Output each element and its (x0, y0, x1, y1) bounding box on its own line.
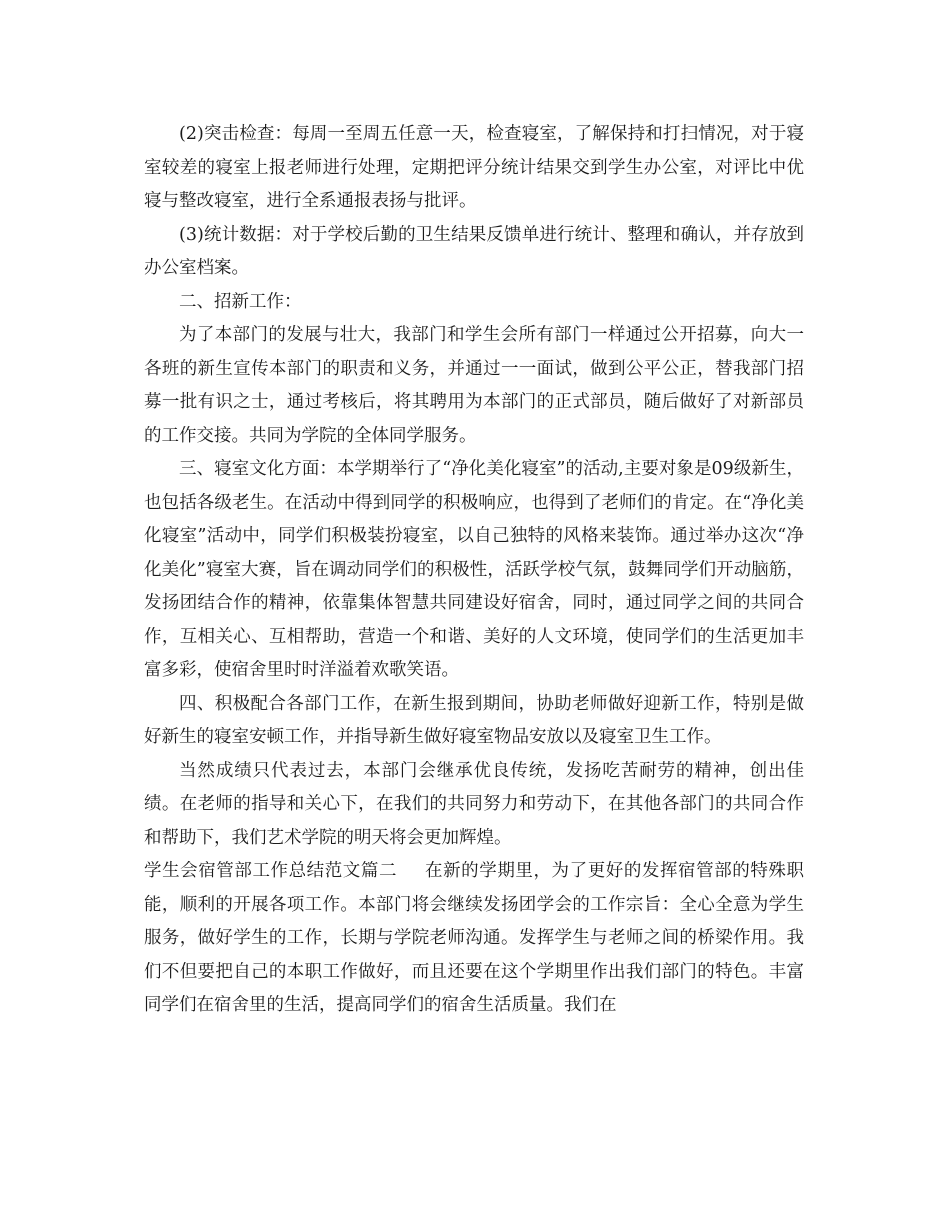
paragraph-dorm-culture: 三、寝室文化方面：本学期举行了“净化美化寝室”的活动,主要对象是09级新生，也包括各级老生。在活动中得到同学的积极响应，也得到了老师们的肯定。在“净化美化寝室”活动中，同学们积极装扮寝室，以自己独特的风格来装饰。通过举办这次“净化美化”寝室大赛，旨在调动同学们的积极性，活跃学校气氛，鼓舞同学们开动脑筋，发扬团结合作的精神，依靠集体智慧共同建设好宿舍，同时，通过同学之间的共同合作，互相关心、互相帮助，营造一个和谐、美好的人文环境，使同学们的生活更加丰富多彩，使宿舍里时时洋溢着欢歌笑语。 (144, 459, 804, 680)
paragraph-surprise-inspection: (2)突击检查：每周一至周五任意一天，检查寝室，了解保持和打扫情况，对于寝室较差的寝室上报老师进行处理，定期把评分统计结果交到学生办公室，对评比中优寝与整改寝室，进行全系通报表扬与批评。 (144, 124, 804, 211)
paragraph-section-two (144, 855, 804, 1023)
paragraph-cooperation: 四、积极配合各部门工作，在新生报到期间，协助老师做好迎新工作，特别是做好新生的寝室安顿工作，并指导新生做好寝室物品安放以及寝室卫生工作。 (144, 693, 804, 747)
paragraph-recruitment: 为了本部门的发展与壮大，我部门和学生会所有部门一样通过公开招募，向大一各班的新生宣传本部门的职责和义务，并通过一一面试，做到公平公正，替我部门招募一批有识之士，通过考核后，将其聘用为本部门的正式部员，随后做好了对新部员的工作交接。共同为学院的全体同学服务。 (144, 325, 804, 446)
paragraph-conclusion: 当然成绩只代表过去，本部门会继承优良传统，发扬吃苦耐劳的精神，创出佳绩。在老师的指导和关心下，在我们的共同努力和劳动下，在其他各部门的共同合作和帮助下，我们艺术学院的明天将会更加辉煌。 (144, 760, 804, 848)
document-page (144, 118, 804, 1023)
section-heading-recruitment: 二、招新工作： (179, 291, 302, 312)
section-two-text: 在新的学期里，为了更好的发挥宿管部的特殊职能，顺利的开展各项工作。本部门将会继续发扬团学会的工作宗旨：全心全意为学生服务，做好学生的工作，长期与学院老师沟通。发挥学生与老师之间的桥梁作用。我们不但要把自己的本职工作做好，而且还要在这个学期里作出我们部门的特色。丰富同学们在宿舍里的生活，提高同学们的宿舍生活质量。我们在 (144, 861, 805, 1015)
paragraph-statistics: (3)统计数据：对于学校后勤的卫生结果反馈单进行统计、整理和确认，并存放到办公室档案。 (144, 224, 804, 278)
section-two-heading: 学生会宿管部工作总结范文篇二 (144, 861, 398, 881)
